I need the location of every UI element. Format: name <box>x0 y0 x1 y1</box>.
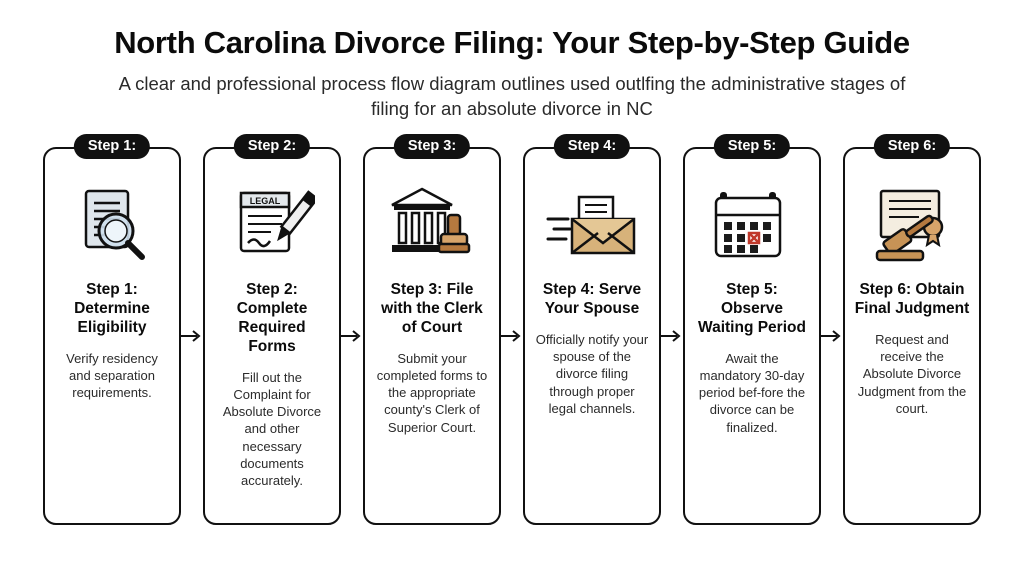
step-title-2: Step 2: Complete Required Forms <box>236 280 308 355</box>
step-badge-4: Step 4: <box>554 134 630 160</box>
step-desc-6: Request and receive the Absolute Divorce Judgment from the court. <box>857 331 967 416</box>
document-magnifier-icon <box>54 179 170 275</box>
step-card-6[interactable] <box>843 137 981 525</box>
step-desc-4: Officially notify your spouse of the divorce filing through proper legal channels. <box>535 331 649 416</box>
step-card-2[interactable] <box>203 137 341 525</box>
step-card-1[interactable] <box>43 137 181 525</box>
step-title-1: Step 1: Determine Eligibility <box>74 280 150 336</box>
step-badge-3: Step 3: <box>394 134 470 160</box>
arrow-right-icon-2 <box>341 147 363 525</box>
step-card-3[interactable] <box>363 137 501 525</box>
process-flow <box>24 137 1000 525</box>
step-desc-3: Submit your completed forms to the appropriate county's Clerk of Superior Court. <box>376 350 488 435</box>
step-badge-2: Step 2: <box>234 134 310 160</box>
gavel-certificate-icon <box>854 179 970 275</box>
arrow-right-icon-3 <box>501 147 523 525</box>
legal-document-pen-icon <box>214 179 330 275</box>
step-title-6: Step 6: Obtain Final Judgment <box>854 280 970 317</box>
step-desc-2: Fill out the Complaint for Absolute Divorce and other necessary documents accurately. <box>222 369 322 489</box>
page-title: North Carolina Divorce Filing: Your Step-by-Step Guide <box>114 25 910 60</box>
step-desc-1: Verify residency and separation requirements. <box>66 350 158 401</box>
arrow-right-icon-1 <box>181 147 203 525</box>
step-badge-5: Step 5: <box>714 134 790 160</box>
step-title-5: Step 5: Observe Waiting Period <box>698 280 806 336</box>
step-card-5[interactable] <box>683 137 821 525</box>
calendar-icon <box>694 179 810 275</box>
step-card-4[interactable] <box>523 137 661 525</box>
arrow-right-icon-5 <box>821 147 843 525</box>
page-subtitle: A clear and professional process flow diagram outlines used outlfing the administrative stages of filing for an absolute divorce in NC <box>118 73 906 119</box>
step-badge-6: Step 6: <box>874 134 950 160</box>
envelope-mail-icon <box>534 179 650 275</box>
svg-text:LEGAL: LEGAL <box>249 195 281 206</box>
arrow-right-icon-4 <box>661 147 683 525</box>
step-badge-1: Step 1: <box>74 134 150 160</box>
step-title-4: Step 4: Serve Your Spouse <box>542 280 642 317</box>
courthouse-stamp-icon <box>374 179 490 275</box>
step-title-3: Step 3: File with the Clerk of Court <box>381 280 483 336</box>
step-desc-5: Await the mandatory 30-day period bef-fore the divorce can be finalized. <box>698 350 806 435</box>
